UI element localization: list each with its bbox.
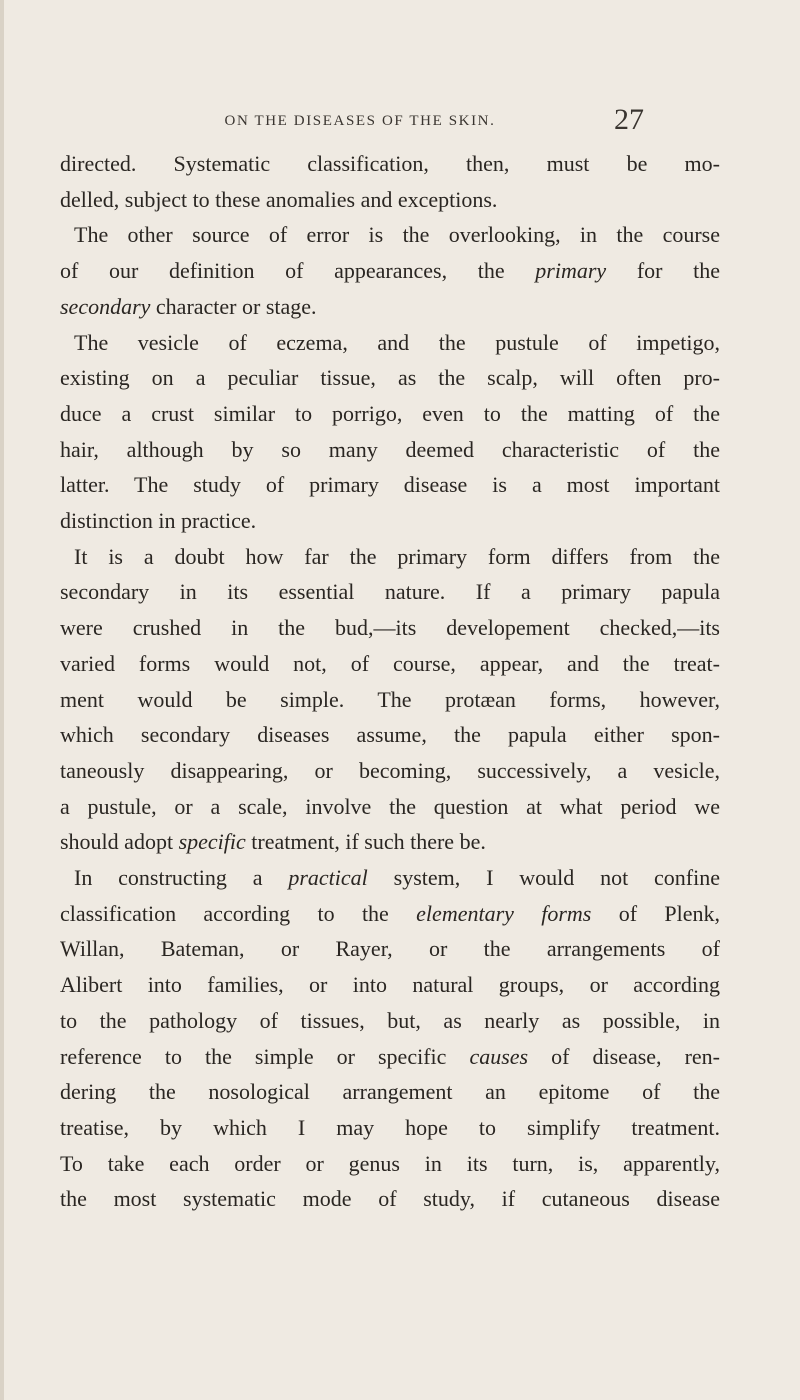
page-number: 27 <box>614 103 644 136</box>
text-run: for the <box>606 258 721 284</box>
text-run: of Plenk, <box>591 900 720 926</box>
text-line: to the pathology of tissues, but, as nearly as possible, in <box>60 1007 720 1033</box>
text-line: taneously disappearing, or becoming, successively, a vesicle, <box>60 757 720 783</box>
emphasis-word: specific <box>178 829 246 855</box>
running-head: ON THE DISEASES OF THE SKIN. <box>224 113 496 129</box>
text-line: varied forms would not, of course, appear, and the treat- <box>60 650 720 676</box>
emphasis-word: causes <box>469 1043 529 1069</box>
text-line: the most systematic mode of study, if cutaneous disease <box>60 1186 720 1212</box>
text-run: In constructing a <box>74 865 289 891</box>
emphasis-word: primary <box>535 258 607 284</box>
text-line: delled, subject to these anomalies and exceptions. <box>60 186 498 212</box>
text-line: secondary in its essential nature. If a primary papula <box>60 579 720 605</box>
text-run: of disease, ren- <box>528 1043 720 1069</box>
text-line: It is a doubt how far the primary form differs from the <box>74 543 720 569</box>
text-run: of our definition of appearances, the <box>60 258 536 284</box>
text-line <box>60 860 720 896</box>
text-run: character or stage. <box>150 293 317 319</box>
emphasis-word: secondary <box>60 293 151 319</box>
text-run: classification according to the <box>60 900 417 926</box>
text-line: which secondary diseases assume, the papula either spon- <box>60 722 720 748</box>
body-text <box>60 146 720 1217</box>
text-line: dering the nosological arrangement an epitome of the <box>60 1079 720 1105</box>
text-line: ment would be simple. The protæan forms, however, <box>60 686 720 712</box>
text-line: latter. The study of primary disease is a most important <box>60 472 720 498</box>
text-run: system, I would not confine <box>367 865 720 891</box>
text-line <box>60 1039 720 1075</box>
text-line: The vesicle of eczema, and the pustule of impetigo, <box>74 329 720 355</box>
text-line: were crushed in the bud,—its developement checked,—its <box>60 615 720 641</box>
text-line: hair, although by so many deemed characteristic of the <box>60 436 720 462</box>
text-line: a pustule, or a scale, involve the question at what period we <box>60 793 720 819</box>
emphasis-word: practical <box>288 865 368 891</box>
text-line: To take each order or genus in its turn, is, apparently, <box>60 1150 720 1176</box>
text-line: duce a crust similar to porrigo, even to the matting of the <box>60 400 720 426</box>
text-line <box>60 824 720 860</box>
text-line: existing on a peculiar tissue, as the scalp, will often pro- <box>60 365 720 391</box>
text-line <box>60 896 720 932</box>
text-line: directed. Systematic classification, then, must be mo- <box>60 151 720 176</box>
text-line <box>60 253 720 289</box>
text-run: should adopt <box>60 829 179 855</box>
page-gutter-edge <box>0 0 4 1400</box>
text-line: Alibert into families, or into natural groups, or according <box>60 972 720 998</box>
text-line: The other source of error is the overlooking, in the course <box>74 222 720 248</box>
emphasis-word: elementary forms <box>416 900 592 926</box>
text-line: Willan, Bateman, or Rayer, or the arrangements of <box>60 936 720 962</box>
text-run: treatment, if such there be. <box>245 829 486 855</box>
text-line <box>60 289 720 325</box>
text-line: treatise, by which I may hope to simplify treatment. <box>60 1114 720 1140</box>
text-run: reference to the simple or specific <box>60 1043 470 1069</box>
text-line: distinction in practice. <box>60 508 257 534</box>
